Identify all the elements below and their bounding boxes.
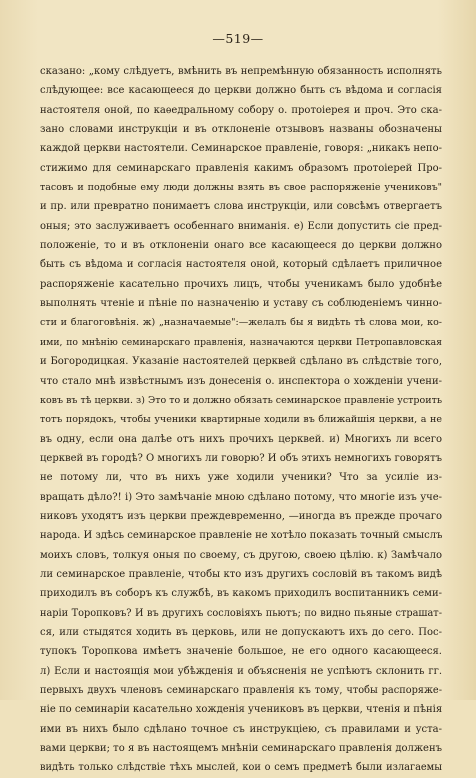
text-line: положеніе, то и въ отклоненіи онаго все касающееся до церкви должно <box>40 240 442 252</box>
text-line: моихъ словъ, толкуя оныя по своему, съ другою, своею цѣлію. к) Замѣчало <box>40 549 442 561</box>
text-line: народа. И здѣсь семинарское правленіе не хотѣло показать точный смыслъ <box>40 530 442 542</box>
text-line: что стало мнѣ извѣстнымъ изъ донесенія о. инспектора о хожденіи учени- <box>40 375 442 387</box>
text-line: и пр. или превратно понимаетъ слова инструкціи, или совсѣмъ отвергаетъ <box>40 201 442 213</box>
text-line: выполнять чтеніе и пѣніе по назначенію и уставу съ соблюденіемъ чинно- <box>40 298 442 310</box>
text-line: приходилъ въ соборъ къ службѣ, въ какомъ приходилъ воспитанникъ семи- <box>40 588 442 600</box>
text-line: ими, по мнѣнію семинарскаго правленія, назначаются церкви Петропавловская <box>40 336 442 348</box>
text-line: вращать дѣло?! і) Это замѣчаніе мною сдѣлано потому, что многіе изъ уче- <box>40 491 442 503</box>
text-line: оныя; это заслуживаетъ особеннаго вниманія. е) Если допустить сіе пред- <box>40 220 442 232</box>
text-line: ковъ въ тѣ церкви. з) Это то и должно обязать семинарское правленіе устроить <box>40 394 442 406</box>
text-line: быть съ вѣдома и согласія настоятеля оной, который сдѣлаетъ приличное <box>40 259 442 271</box>
text-line: вами церкви; то я въ настоящемъ мнѣніи семинарскаго правленія долженъ <box>40 743 442 755</box>
text-line: церквей въ городѣ? О многихъ ли говорю? И объ этихъ немногихъ говорятъ <box>40 452 442 464</box>
text-line: л) Если и настоящія мои убѣжденія и объясненія не успѣютъ склонить гг. <box>40 665 442 677</box>
text-line: тасовъ и подобные ему люди должны взять въ свое распоряженіе учениковъ" <box>40 182 442 194</box>
text-line: ими въ нихъ было сдѣлано точное съ инструкціею, съ правилами и уста- <box>40 723 442 735</box>
text-line: сказано: „кому слѣдуетъ, вмѣнить въ непремѣнную обязанность исполнять <box>40 66 442 77</box>
text-line: настоятеля оной, по каѳедральному собору о. протоіерея и проч. Это ска- <box>40 104 442 116</box>
text-line: и Богородицкая. Указаніе настоятелей церквей сдѣлано въ слѣдствіе того, <box>40 356 442 368</box>
text-line: слѣдующее: все касающееся до церкви должно быть съ вѣдома и согласія <box>40 85 442 97</box>
text-line: наріи Торопковъ? И въ другихъ сословіяхъ пьютъ; по видно пьяные страшат- <box>40 607 442 619</box>
text-line: не потому ли, что въ нихъ уже ходили ученики? Что за усиліе из- <box>40 472 442 484</box>
body-text <box>40 62 442 778</box>
text-line: тупокъ Торопкова имѣетъ значеніе большое, не его одного касающееся. <box>40 646 442 658</box>
text-line: ся, или стыдятся ходить въ церковь, или не допускаютъ ихъ до сего. Пос- <box>40 626 442 638</box>
text-line: каждой церкви настоятели. Семинарское правленіе, говоря: „никакъ непо- <box>40 143 442 155</box>
text-line: первыхъ двухъ членовъ семинарскаго правленія къ тому, чтобы распоряже- <box>40 685 442 696</box>
text-line: ніе по семинаріи касательно хожденія учениковъ въ церкви, чтенія и пѣнія <box>40 704 442 716</box>
text-line: зано словами инструкціи и въ отклоненіе отзывовъ названы обозначены <box>40 124 442 136</box>
text-line: ли семинарское правленіе, чтобы кто изъ другихъ сословій въ такомъ видѣ <box>40 568 442 580</box>
text-line: сти и благоговѣнія. ж) „назначаемые":—желалъ бы я видѣть тѣ слова мои, ко- <box>40 317 442 329</box>
text-line: тотъ порядокъ, чтобы ученики квартирные ходили въ ближайшія церкви, а не <box>40 414 442 426</box>
page-number: —519— <box>212 31 264 46</box>
text-line: стижимо для семинарскаго правленія какимъ образомъ протоіерей Про- <box>40 162 442 174</box>
text-line: никовъ уходятъ изъ церкви преждевременно, —иногда въ прежде прочаго <box>40 510 442 522</box>
text-line: видѣть только слѣдствіе тѣхъ мыслей, кои о семъ предметѣ были излагаемы <box>40 762 442 774</box>
text-line: распоряженіе касательно прочихъ лицъ, чтобы ученикамъ было удобнѣе <box>40 278 442 290</box>
text-line: въ одну, если она далѣе отъ нихъ прочихъ церквей. и) Многихъ ли всего <box>40 433 442 445</box>
